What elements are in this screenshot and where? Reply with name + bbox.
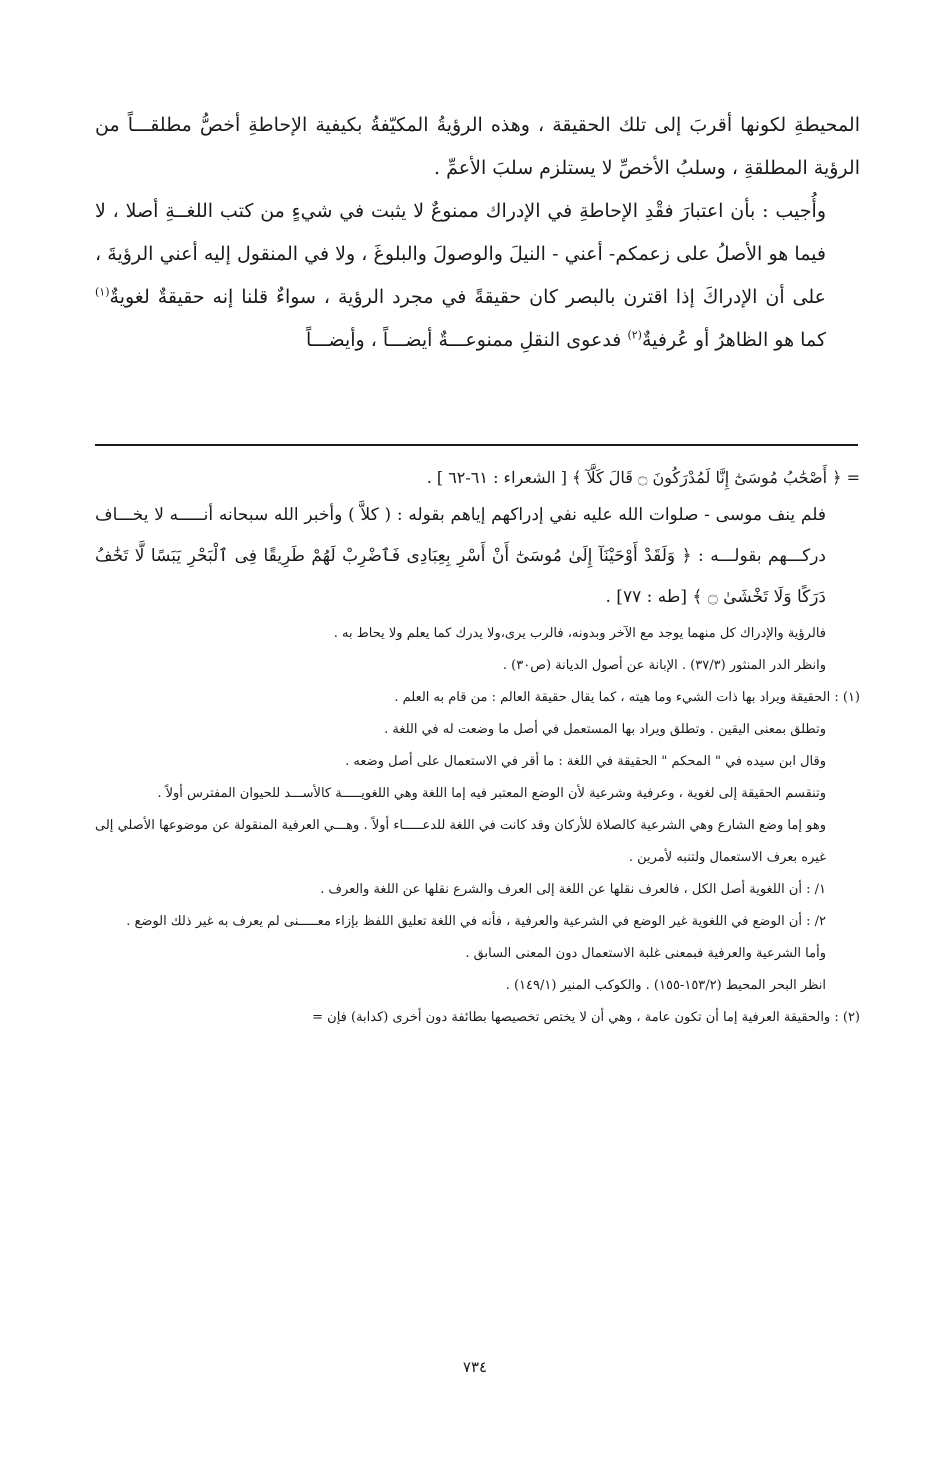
main-paragraph-text: وأُجيب : بأن اعتبارَ فقْدِ الإحاطةِ في الإدراك ممنوعٌ لا يثبت في شيءٍ من كتب اللغــةِ أصلا ، لا فيما هو الأصلُ على زعمكم- أعني - النيلَ والوصولَ والبلوغَ ، ولا في المنقول إليه أعني الرؤيةَ ، على أن الإدراكَ إذا اقترن بالبصر كان حقيقةً في مجرد الرؤية ، سواءٌ قلنا إنه حقيقةٌ لغويةٌ [95,200,826,308]
footnote-line: (٢) : والحقيقة العرفية إما أن تكون عامة ، وهي أن لا يختص تخصيصها بطائفة دون أخرى (كدابة) فإن = [312,1010,860,1025]
footnote-line: فلم ينف موسى - صلوات الله عليه نفي إدراكهم إياهم بقوله : ( كلاَّ ) وأخبر الله سبحانه أنـــــه لا يخـــاف دركـــهم بقولـــه : ﴿ وَلَقَدْ أَوْحَيْنَآ إِلَىٰ مُوسَىٰٓ أَنْ أَسْرِ بِعِبَادِى فَٱضْرِبْ لَهُمْ طَرِيقًا فِى ٱلْبَحْرِ يَبَسًا لَّا تَخَٰفُ دَرَكًا وَلَا تَخْشَىٰ ۝ ﴾ [طه : ٧٧] . [95,505,826,607]
main-text [95,104,860,362]
footnote-reference: (٢) [627,328,642,342]
footnote-line: وتطلق بمعنى اليقين . وتطلق ويراد بها المستعمل في أصل ما وضعت له في اللغة . [384,722,826,737]
footnotes [95,461,860,1034]
main-paragraph: المحيطةِ لكونها أقربَ إلى تلك الحقيقة ، وهذه الرؤيةُ المكيّفةُ بكيفية الإحاطةِ أخصُّ مطلقـــاً من الرؤية المطلقةِ ، وسلبُ الأخصِّ لا يستلزم سلبَ الأعمِّ . [95,114,860,179]
footnote-line: ٢/ : أن الوضع في اللغوية غير الوضع في الشرعية والعرفية ، فأنه في اللغة تعليق اللفظ بإزاء معـــــنى لم يعرف به غير ذلك الوضع . [126,914,826,929]
footnote-line: وهو إما وضع الشارع وهي الشرعية كالصلاة للأركان وقد كانت في اللغة للدعـــــاء أولاً . وهـــي العرفية المنقولة عن موضوعها الأصلي إلى غيره بعرف الاستعمال ولتنبه لأمرين . [95,818,826,865]
main-paragraph [95,190,860,362]
footnote-line: فالرؤية والإدراك كل منهما يوجد مع الآخر وبدونه، فالرب يرى،ولا يدرك كما يعلم ولا يحاط به . [333,626,826,641]
footnote-line: (١) : الحقيقة ويراد بها ذات الشيء وما هيته ، كما يقال حقيقة العالم : من قام به العلم . [394,690,860,705]
footnote-reference: (١) [95,285,110,299]
main-paragraph-text: كما هو الظاهرُ أو عُرفيةٌ [641,329,826,351]
footnote-line: انظر البحر المحيط (١٥٣/٢-١٥٥) . والكوكب المنير (١٤٩/١) . [505,978,826,993]
footnote-line: وتنقسم الحقيقة إلى لغوية ، وعرفية وشرعية لأن الوضع المعتبر فيه إما اللغة وهي اللغويـــــة كالأســـد للحيوان المفترس أولاً . [157,786,826,801]
footnote-line: ١/ : أن اللغوية أصل الكل ، فالعرف نقلها عن اللغة إلى العرف والشرع نقلها عن اللغة والعرف . [320,882,826,897]
footnote-line: وأما الشرعية والعرفية فبمعنى غلبة الاستعمال دون المعنى السابق . [465,946,826,961]
page-number: ٧٣٤ [462,1358,488,1376]
footnote-line: وانظر الدر المنثور (٣٧/٣) . الإبانة عن أصول الديانة (ص٣٠) . [502,658,826,673]
footnote-line: = ﴿ أَصْحَٰبُ مُوسَىٰٓ إِنَّا لَمُدْرَكُونَ ۝ قَالَ كَلَّآ ﴾ [ الشعراء : ٦١-٦٢ ] . [426,468,860,487]
main-paragraph-text: فدعوى النقلِ ممنوعـــةٌ أيضـــاً ، وأيضـــاً [306,329,622,351]
footnote-line: وقال ابن سيده في " المحكم " الحقيقة في اللغة : ما أقر في الاستعمال على أصل وضعه . [345,754,826,769]
footnote-divider [95,444,858,446]
